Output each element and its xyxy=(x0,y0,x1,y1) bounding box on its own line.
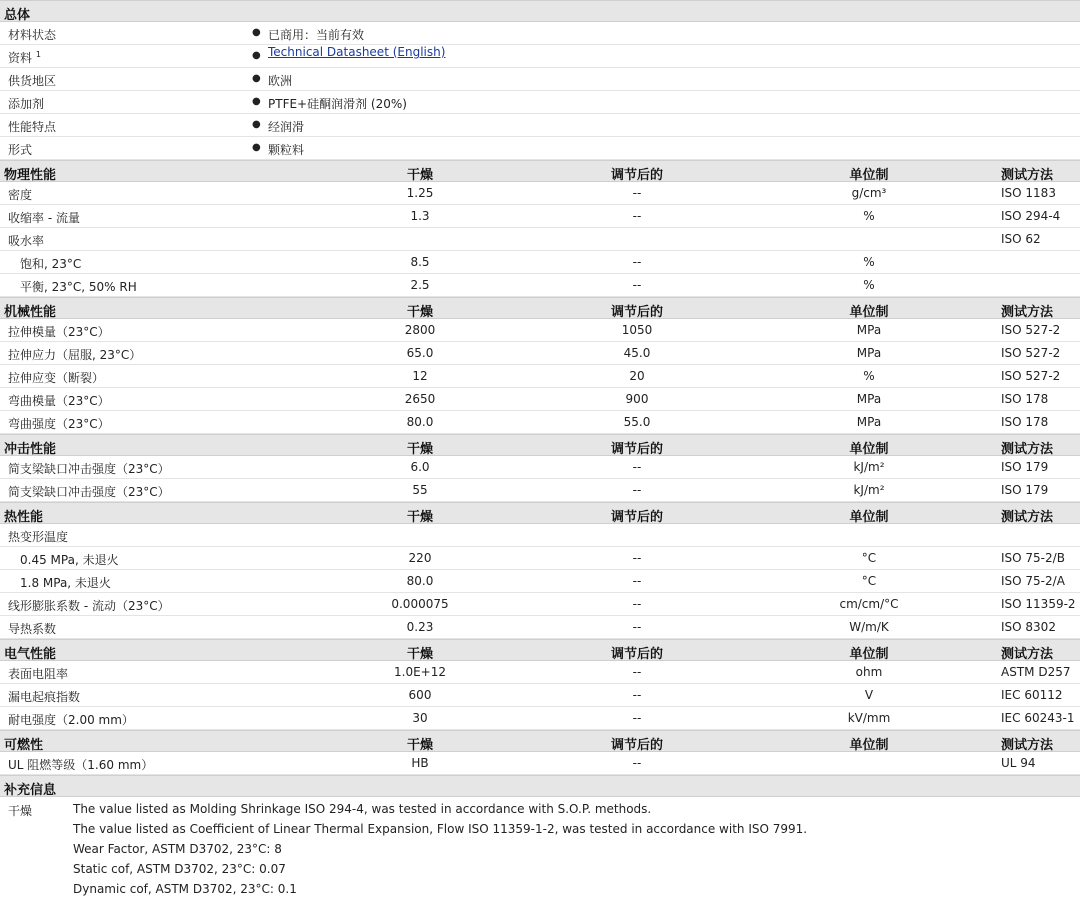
bullet-icon: ● xyxy=(252,142,261,153)
value-conditioned: -- xyxy=(632,186,642,200)
value-unit: kJ/m² xyxy=(853,460,885,474)
column-method: 测试方法 xyxy=(1001,647,1054,662)
column-conditioned: 调节后的 xyxy=(610,168,663,183)
general-value: 欧洲 xyxy=(268,74,293,88)
column-dry: 干燥 xyxy=(406,168,433,183)
general-row xyxy=(0,45,1080,68)
value-method: ASTM D257 xyxy=(1001,665,1071,679)
value-conditioned: -- xyxy=(632,665,642,679)
column-unit: 单位制 xyxy=(849,510,889,525)
property-row xyxy=(0,274,1080,297)
value-dry: 6.0 xyxy=(410,460,430,474)
property-label: 弯曲强度（23°C） xyxy=(8,417,110,431)
value-conditioned: -- xyxy=(632,278,642,292)
section-header xyxy=(0,502,1080,524)
column-unit: 单位制 xyxy=(849,738,889,753)
general-label-text: 添加剂 xyxy=(8,97,45,111)
section-title: 电气性能 xyxy=(4,647,57,662)
column-unit: 单位制 xyxy=(849,647,889,662)
property-row xyxy=(0,570,1080,593)
value-unit: kJ/m² xyxy=(853,483,885,497)
value-unit: MPa xyxy=(856,323,882,337)
general-label xyxy=(8,26,56,43)
property-row xyxy=(0,182,1080,205)
property-label: 收缩率 - 流量 xyxy=(8,211,80,225)
column-method: 测试方法 xyxy=(1001,305,1054,320)
property-label: 饱和, 23°C xyxy=(20,257,82,271)
value-conditioned: 20 xyxy=(629,369,645,383)
value-unit: °C xyxy=(861,574,877,588)
datasheet-link[interactable]: Technical Datasheet (English) xyxy=(268,45,446,59)
note-line: The value listed as Molding Shrinkage ISO 294-4, was tested in accordance with S.O.P. methods. xyxy=(73,802,652,816)
property-row xyxy=(0,684,1080,707)
property-row xyxy=(0,342,1080,365)
value-method: ISO 75-2/A xyxy=(1001,574,1065,588)
section-title: 机械性能 xyxy=(4,305,57,320)
column-method: 测试方法 xyxy=(1001,510,1054,525)
value-dry: 1.0E+12 xyxy=(394,665,446,679)
section-header xyxy=(0,730,1080,752)
property-row xyxy=(0,752,1080,775)
column-method: 测试方法 xyxy=(1001,168,1054,183)
value-unit: % xyxy=(863,278,875,292)
property-row xyxy=(0,593,1080,616)
value-method: ISO 527-2 xyxy=(1001,369,1061,383)
note-line: Static cof, ASTM D3702, 23°C: 0.07 xyxy=(73,862,286,876)
value-method: ISO 179 xyxy=(1001,483,1049,497)
footnote-mark: 1 xyxy=(35,50,41,59)
general-row xyxy=(0,68,1080,91)
column-dry: 干燥 xyxy=(406,305,433,320)
value-unit: g/cm³ xyxy=(851,186,887,200)
value-unit: % xyxy=(863,209,875,223)
value-method: ISO 179 xyxy=(1001,460,1049,474)
general-row xyxy=(0,137,1080,160)
property-row xyxy=(0,411,1080,434)
property-row xyxy=(0,365,1080,388)
value-conditioned: -- xyxy=(632,756,642,770)
column-method: 测试方法 xyxy=(1001,442,1054,457)
property-label: 吸水率 xyxy=(8,234,45,248)
general-label-text: 供货地区 xyxy=(8,74,57,88)
property-row xyxy=(0,616,1080,639)
property-label: 拉伸应变（断裂） xyxy=(8,371,105,385)
property-row xyxy=(0,319,1080,342)
value-unit: V xyxy=(864,688,874,702)
value-dry: 220 xyxy=(408,551,432,565)
section-header-general xyxy=(0,0,1080,22)
bullet-icon: ● xyxy=(252,27,261,38)
value-dry: 12 xyxy=(412,369,428,383)
property-label: 平衡, 23°C, 50% RH xyxy=(20,280,137,294)
section-header xyxy=(0,434,1080,456)
value-unit: MPa xyxy=(856,392,882,406)
property-row xyxy=(0,661,1080,684)
general-label-text: 资料 xyxy=(8,51,33,65)
value-dry: 2650 xyxy=(404,392,436,406)
property-row xyxy=(0,205,1080,228)
column-dry: 干燥 xyxy=(406,738,433,753)
section-title: 物理性能 xyxy=(4,168,57,183)
section-header xyxy=(0,297,1080,319)
value-unit: MPa xyxy=(856,415,882,429)
value-dry: 0.000075 xyxy=(391,597,449,611)
column-dry: 干燥 xyxy=(406,442,433,457)
column-conditioned: 调节后的 xyxy=(610,510,663,525)
value-conditioned: -- xyxy=(632,688,642,702)
value-method: ISO 178 xyxy=(1001,392,1049,406)
general-row xyxy=(0,22,1080,45)
value-conditioned: 900 xyxy=(625,392,649,406)
value-unit: ohm xyxy=(855,665,883,679)
column-dry: 干燥 xyxy=(406,510,433,525)
property-label: 1.8 MPa, 未退火 xyxy=(20,576,111,590)
column-unit: 单位制 xyxy=(849,305,889,320)
section-title: 冲击性能 xyxy=(4,442,57,457)
section-header xyxy=(0,160,1080,182)
value-conditioned: -- xyxy=(632,209,642,223)
value-dry: 2800 xyxy=(404,323,436,337)
value-conditioned: -- xyxy=(632,551,642,565)
value-conditioned: -- xyxy=(632,460,642,474)
value-dry: 0.23 xyxy=(406,620,434,634)
value-unit: MPa xyxy=(856,346,882,360)
general-value: 已商用：当前有效 xyxy=(268,28,365,42)
value-method: ISO 11359-2 xyxy=(1001,597,1076,611)
value-unit: % xyxy=(863,369,875,383)
property-label: 表面电阻率 xyxy=(8,667,69,681)
property-row xyxy=(0,479,1080,502)
property-row xyxy=(0,251,1080,274)
column-unit: 单位制 xyxy=(849,442,889,457)
general-row xyxy=(0,114,1080,137)
value-dry: 65.0 xyxy=(406,346,434,360)
value-conditioned: 55.0 xyxy=(623,415,651,429)
value-conditioned: -- xyxy=(632,620,642,634)
general-label xyxy=(8,141,32,158)
property-label: 拉伸应力（屈服, 23°C） xyxy=(8,348,142,362)
value-unit: cm/cm/°C xyxy=(839,597,899,611)
value-dry: 55 xyxy=(412,483,428,497)
general-value: 经润滑 xyxy=(268,120,305,134)
bullet-icon: ● xyxy=(252,119,261,130)
value-dry: 8.5 xyxy=(410,255,430,269)
value-conditioned: 1050 xyxy=(621,323,653,337)
value-method: IEC 60243-1 xyxy=(1001,711,1075,725)
section-title: 总体 xyxy=(4,8,31,23)
property-row xyxy=(0,456,1080,479)
value-method: ISO 1183 xyxy=(1001,186,1056,200)
note-line: Dynamic cof, ASTM D3702, 23°C: 0.1 xyxy=(73,882,297,896)
property-row xyxy=(0,228,1080,251)
column-conditioned: 调节后的 xyxy=(610,738,663,753)
property-sections xyxy=(0,160,1080,775)
value-unit: W/m/K xyxy=(849,620,889,634)
value-conditioned: -- xyxy=(632,255,642,269)
value-method: ISO 178 xyxy=(1001,415,1049,429)
value-conditioned: -- xyxy=(632,483,642,497)
value-method: ISO 294-4 xyxy=(1001,209,1061,223)
bullet-icon: ● xyxy=(252,50,261,61)
value-unit: % xyxy=(863,255,875,269)
property-row xyxy=(0,707,1080,730)
section-title: 可燃性 xyxy=(4,738,44,753)
value-dry: 1.25 xyxy=(406,186,434,200)
value-method: IEC 60112 xyxy=(1001,688,1063,702)
value-method: ISO 527-2 xyxy=(1001,323,1061,337)
property-label: UL 阻燃等级（1.60 mm） xyxy=(8,758,154,772)
property-label: 0.45 MPa, 未退火 xyxy=(20,553,119,567)
section-title: 热性能 xyxy=(4,510,44,525)
bullet-icon: ● xyxy=(252,96,261,107)
general-label xyxy=(8,49,41,66)
value-unit: °C xyxy=(861,551,877,565)
section-header-notes xyxy=(0,775,1080,797)
property-label: 拉伸模量（23°C） xyxy=(8,325,110,339)
value-dry: HB xyxy=(411,756,429,770)
section-title: 补充信息 xyxy=(4,783,57,798)
value-conditioned: -- xyxy=(632,597,642,611)
general-label-text: 材料状态 xyxy=(8,28,57,42)
column-conditioned: 调节后的 xyxy=(610,442,663,457)
value-dry: 1.3 xyxy=(410,209,430,223)
column-conditioned: 调节后的 xyxy=(610,305,663,320)
value-method: ISO 8302 xyxy=(1001,620,1056,634)
column-conditioned: 调节后的 xyxy=(610,647,663,662)
section-header xyxy=(0,639,1080,661)
value-dry: 80.0 xyxy=(406,574,434,588)
value-conditioned: -- xyxy=(632,574,642,588)
property-label: 耐电强度（2.00 mm） xyxy=(8,713,134,727)
notes-block xyxy=(0,797,1080,917)
note-line: The value listed as Coefficient of Linear Thermal Expansion, Flow ISO 11359-1-2, was tested in accordance with ISO 7991. xyxy=(73,822,808,836)
general-rows xyxy=(0,22,1080,160)
property-label: 线形膨胀系数 - 流动（23°C） xyxy=(8,599,170,613)
value-dry: 80.0 xyxy=(406,415,434,429)
property-label: 热变形温度 xyxy=(8,530,69,544)
property-label: 简支梁缺口冲击强度（23°C） xyxy=(8,485,170,499)
property-row xyxy=(0,547,1080,570)
property-label: 简支梁缺口冲击强度（23°C） xyxy=(8,462,170,476)
property-label: 漏电起痕指数 xyxy=(8,690,81,704)
value-dry: 2.5 xyxy=(410,278,430,292)
column-method: 测试方法 xyxy=(1001,738,1054,753)
notes-key: 干燥 xyxy=(8,804,33,818)
general-label xyxy=(8,95,44,112)
general-value: PTFE+硅酮润滑剂 (20%) xyxy=(268,97,407,111)
general-label xyxy=(8,118,56,135)
value-method: ISO 75-2/B xyxy=(1001,551,1065,565)
property-label: 弯曲模量（23°C） xyxy=(8,394,110,408)
general-label xyxy=(8,72,56,89)
general-label-text: 形式 xyxy=(8,143,33,157)
value-method: UL 94 xyxy=(1001,756,1036,770)
value-dry: 30 xyxy=(412,711,428,725)
property-row xyxy=(0,388,1080,411)
property-label: 密度 xyxy=(8,188,33,202)
value-conditioned: -- xyxy=(632,711,642,725)
value-unit: kV/mm xyxy=(847,711,891,725)
general-value: 颗粒料 xyxy=(268,143,305,157)
property-row xyxy=(0,524,1080,547)
value-method: ISO 62 xyxy=(1001,232,1041,246)
column-unit: 单位制 xyxy=(849,168,889,183)
bullet-icon: ● xyxy=(252,73,261,84)
value-conditioned: 45.0 xyxy=(623,346,651,360)
general-label-text: 性能特点 xyxy=(8,120,57,134)
general-row xyxy=(0,91,1080,114)
property-label: 导热系数 xyxy=(8,622,57,636)
value-method: ISO 527-2 xyxy=(1001,346,1061,360)
column-dry: 干燥 xyxy=(406,647,433,662)
value-dry: 600 xyxy=(408,688,432,702)
note-line: Wear Factor, ASTM D3702, 23°C: 8 xyxy=(73,842,282,856)
